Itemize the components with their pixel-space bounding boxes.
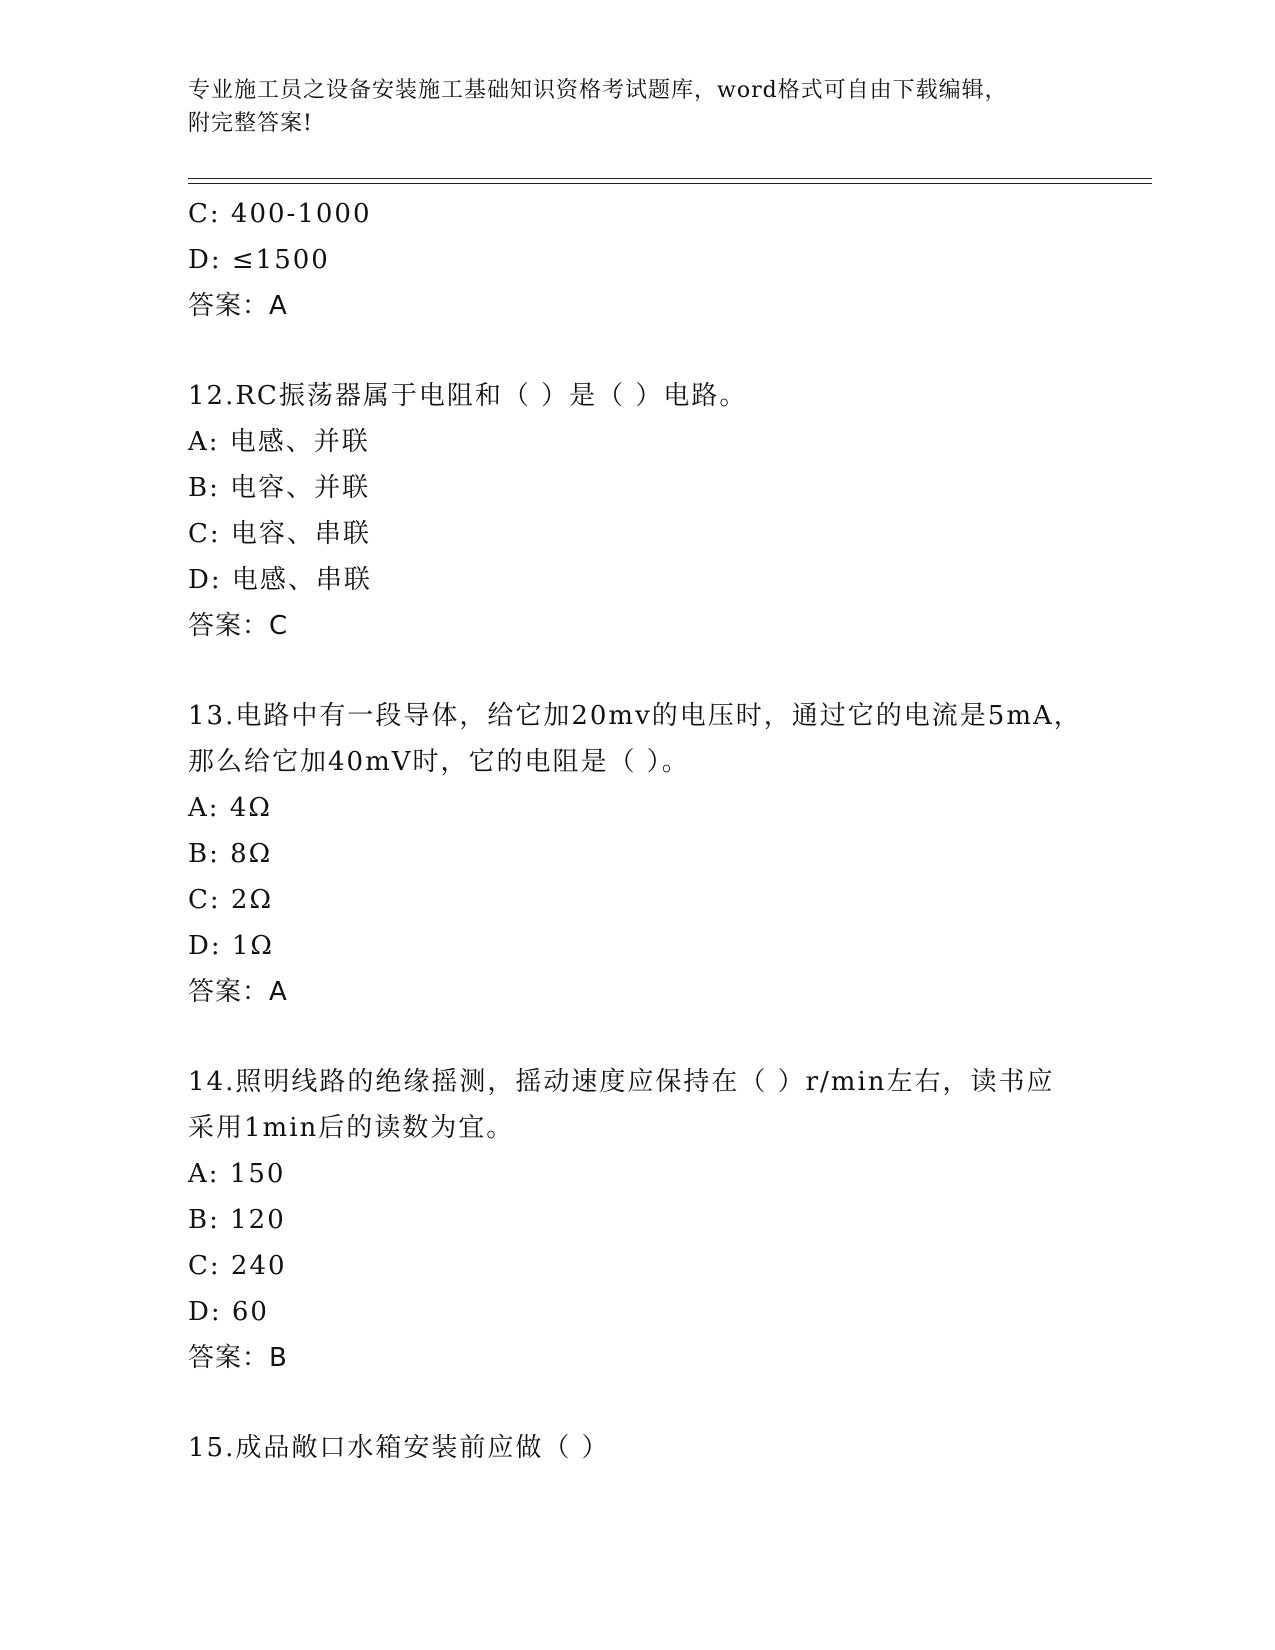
question-12 <box>188 373 1088 649</box>
question-list <box>188 191 1088 1471</box>
spacer <box>188 1015 1088 1059</box>
answer-line: 答案：A <box>188 291 288 321</box>
option-d: D: 60 <box>188 1297 269 1327</box>
spacer <box>188 649 1088 693</box>
option-d: D: ≤1500 <box>188 245 330 275</box>
option-c: C: 电容、串联 <box>188 519 371 549</box>
answer-line: 答案：B <box>188 1343 288 1373</box>
question-13 <box>188 693 1088 1015</box>
option-c: C: 400-1000 <box>188 199 372 229</box>
question-text-line-1: 13.电路中有一段导体，给它加20mv的电压时，通过它的电流是5mA， <box>188 701 1082 731</box>
question-11-continued <box>188 191 1088 329</box>
question-14 <box>188 1059 1088 1381</box>
option-b: B: 120 <box>188 1205 286 1235</box>
option-c: C: 240 <box>188 1251 287 1281</box>
spacer <box>188 1381 1088 1425</box>
answer-line: 答案：A <box>188 977 288 1007</box>
question-text-line-1: 14.照明线路的绝缘摇测，摇动速度应保持在（ ）r/min左右，读书应 <box>188 1067 1055 1097</box>
question-text-line-2: 那么给它加40mV时，它的电阻是（ ）。 <box>188 747 690 777</box>
option-c: C: 2Ω <box>188 885 274 915</box>
header-divider-bottom <box>188 183 1152 184</box>
option-a: A: 150 <box>188 1159 286 1189</box>
option-b: B: 电容、并联 <box>188 473 371 503</box>
option-d: D: 电感、串联 <box>188 565 372 595</box>
option-a: A: 电感、并联 <box>188 427 370 457</box>
option-d: D: 1Ω <box>188 931 274 961</box>
question-text: 15.成品敞口水箱安装前应做（ ） <box>188 1433 610 1463</box>
header-line-1: 专业施工员之设备安装施工基础知识资格考试题库，word格式可自由下载编辑， <box>188 78 1008 103</box>
question-text: 12.RC振荡器属于电阻和（ ）是（ ）电路。 <box>188 381 748 411</box>
spacer <box>188 329 1088 373</box>
option-b: B: 8Ω <box>188 839 273 869</box>
question-15 <box>188 1425 1088 1471</box>
header-line-2: 附完整答案! <box>188 111 313 136</box>
header-divider-top <box>188 178 1152 179</box>
question-text-line-2: 采用1min后的读数为宜。 <box>188 1113 515 1143</box>
option-a: A: 4Ω <box>188 793 272 823</box>
document-header <box>188 74 1068 140</box>
answer-line: 答案：C <box>188 611 289 641</box>
